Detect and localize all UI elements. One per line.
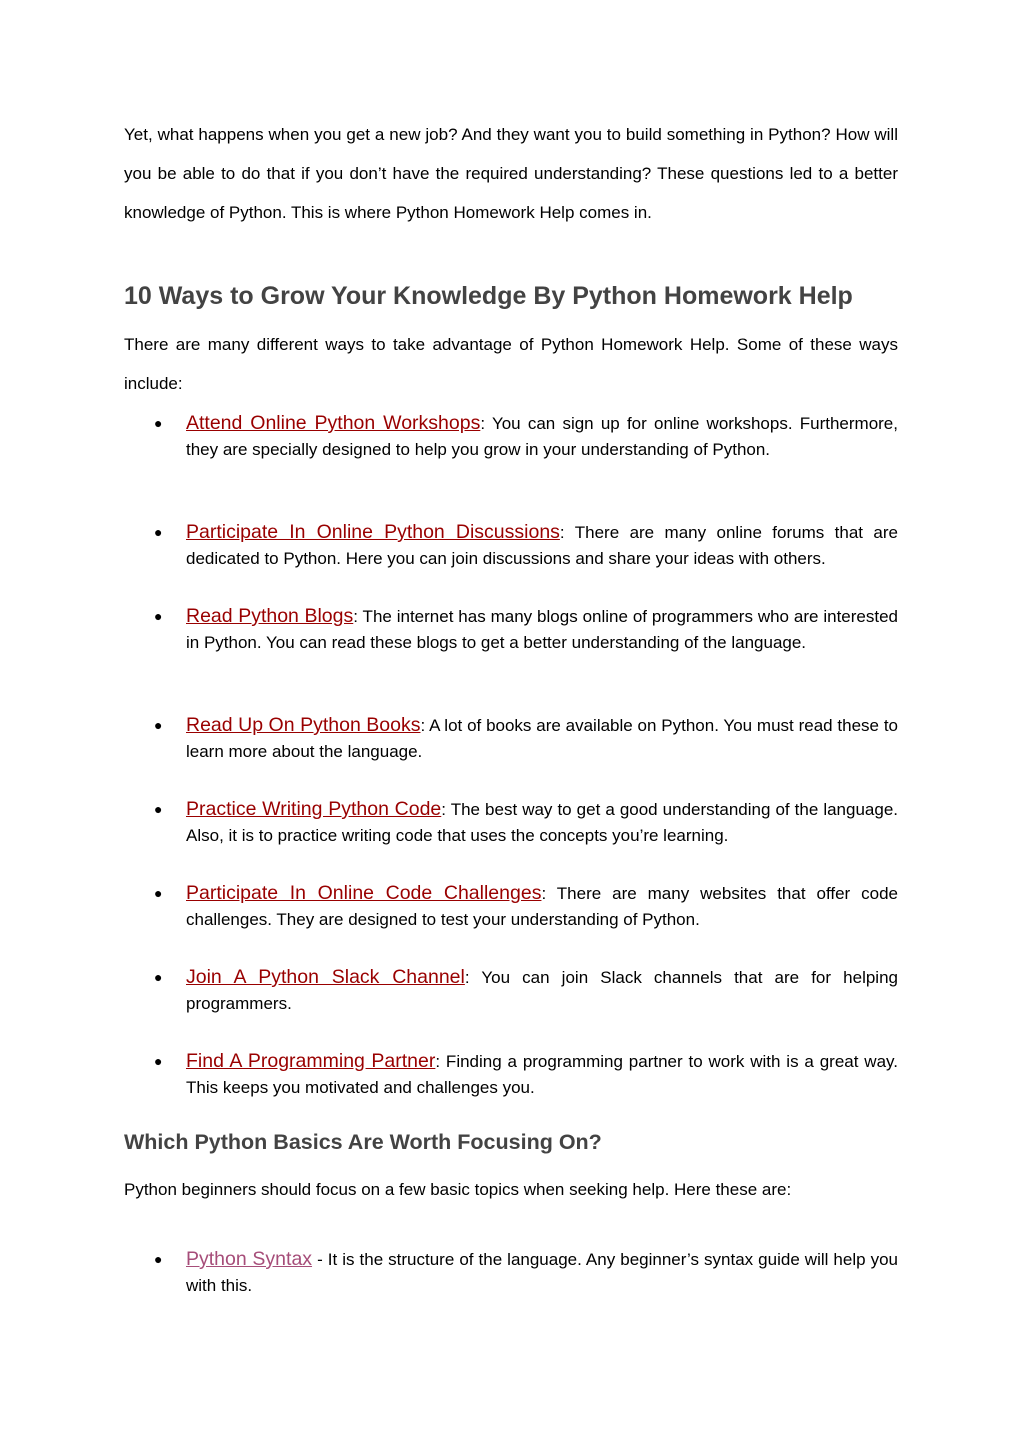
- list-item: [154, 797, 898, 848]
- list-item-text: : The internet has many blogs online of programmers who are interested in Python. You can read these blogs to get a better understanding of the language.: [186, 607, 898, 652]
- bullet-icon: ●: [154, 1053, 163, 1069]
- section-paragraph-ways: There are many different ways to take advantage of Python Homework Help. Some of these ways include:: [124, 335, 898, 393]
- link-participate-in-online-python-discussions[interactable]: Participate In Online Python Discussions: [186, 521, 560, 543]
- list-item: [154, 604, 898, 655]
- list-item: [154, 713, 898, 764]
- section-heading-ways: 10 Ways to Grow Your Knowledge By Python Homework Help: [124, 282, 853, 310]
- section-heading-basics: Which Python Basics Are Worth Focusing On?: [124, 1130, 602, 1154]
- list-item-text: : A lot of books are available on Python. You must read these to learn more about the language.: [186, 716, 898, 761]
- list-item: [154, 881, 898, 932]
- list-item: [154, 411, 898, 462]
- bullet-icon: ●: [154, 1251, 163, 1267]
- list-item-text: : Finding a programming partner to work with is a great way. This keeps you motivated and challenges you.: [186, 1052, 898, 1097]
- list-item: [154, 1049, 898, 1100]
- link-find-a-programming-partner[interactable]: Find A Programming Partner: [186, 1050, 436, 1072]
- bullet-icon: ●: [154, 608, 163, 624]
- link-read-python-blogs[interactable]: Read Python Blogs: [186, 605, 354, 627]
- list-item-text: : There are many websites that offer code challenges. They are designed to test your understanding of Python.: [186, 884, 898, 929]
- bullet-icon: ●: [154, 524, 163, 540]
- link-participate-in-online-code-challenges[interactable]: Participate In Online Code Challenges: [186, 882, 542, 904]
- bullet-icon: ●: [154, 717, 163, 733]
- list-item: [154, 965, 898, 1016]
- list-item-text: : The best way to get a good understanding of the language. Also, it is to practice writing code that uses the concepts you’re learning.: [186, 800, 898, 845]
- list-item-text: : There are many online forums that are dedicated to Python. Here you can join discussions and share your ideas with others.: [186, 523, 899, 568]
- list-item: [154, 520, 899, 571]
- list-item: [154, 1247, 898, 1298]
- list-item-text: - It is the structure of the language. Any beginner’s syntax guide will help you with this.: [186, 1250, 898, 1295]
- link-join-a-python-slack-channel[interactable]: Join A Python Slack Channel: [186, 966, 465, 988]
- bullet-icon: ●: [154, 801, 163, 817]
- list-item-text: : You can sign up for online workshops. Furthermore, they are specially designed to help you grow in your understanding of Python.: [186, 414, 898, 459]
- list-item-text: : You can join Slack channels that are for helping programmers.: [186, 968, 898, 1013]
- section-paragraph-basics: Python beginners should focus on a few basic topics when seeking help. Here these are:: [124, 1180, 792, 1199]
- link-read-up-on-python-books[interactable]: Read Up On Python Books: [186, 714, 421, 736]
- bullet-icon: ●: [154, 969, 163, 985]
- bullet-icon: ●: [154, 885, 163, 901]
- intro-paragraph: Yet, what happens when you get a new job? And they want you to build something in Python? How will you be able to do that if you don’t have the required understanding? These questions led to a better knowledge of Python. This is where Python Homework Help comes in.: [124, 125, 898, 222]
- bullet-icon: ●: [154, 415, 163, 431]
- link-attend-online-python-workshops[interactable]: Attend Online Python Workshops: [186, 412, 481, 434]
- link-practice-writing-python-code[interactable]: Practice Writing Python Code: [186, 798, 442, 820]
- link-python-syntax[interactable]: Python Syntax: [186, 1248, 313, 1270]
